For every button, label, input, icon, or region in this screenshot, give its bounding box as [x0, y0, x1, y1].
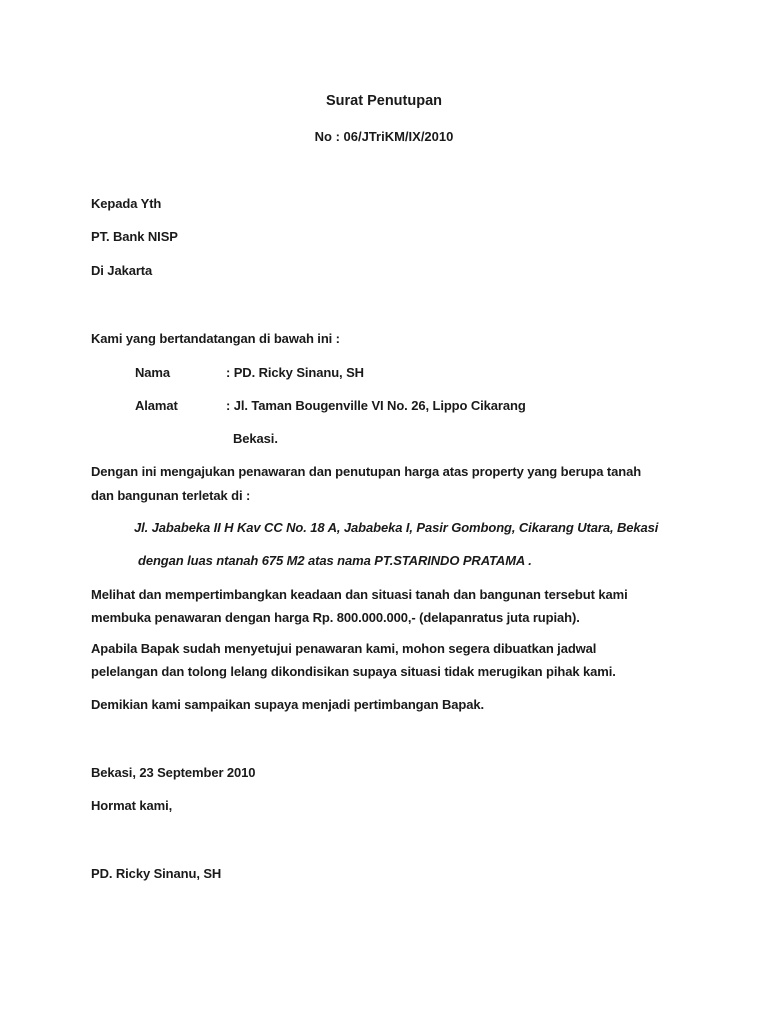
regards: Hormat kami,: [91, 798, 173, 813]
recipient-company: PT. Bank NISP: [91, 229, 178, 244]
property-address: Jl. Jababeka II H Kav CC No. 18 A, Jababeka I, Pasir Gombong, Cikarang Utara, Bekasi: [134, 520, 659, 535]
letter-number: No : 06/JTriKM/IX/2010: [314, 129, 454, 144]
address-label: Alamat: [135, 398, 178, 413]
address-value: : Jl. Taman Bougenville VI No. 26, Lippo Cikarang: [226, 398, 526, 413]
place-date: Bekasi, 23 September 2010: [91, 765, 256, 780]
signatory-name: PD. Ricky Sinanu, SH: [91, 866, 222, 881]
property-details: dengan luas ntanah 675 M2 atas nama PT.STARINDO PRATAMA .: [138, 553, 532, 568]
paragraph-closing: Demikian kami sampaikan supaya menjadi pertimbangan Bapak.: [91, 697, 485, 712]
intro-text: Kami yang bertandatangan di bawah ini :: [91, 331, 340, 346]
name-label: Nama: [135, 365, 171, 380]
paragraph-offer-line-1: Dengan ini mengajukan penawaran dan penutupan harga atas property yang berupa tanah: [91, 464, 642, 479]
paragraph-request-line-2: pelelangan dan tolong lelang dikondisikan supaya situasi tidak merugikan pihak kami.: [91, 664, 616, 679]
address-value-continued: Bekasi.: [233, 431, 278, 446]
paragraph-request-line-1: Apabila Bapak sudah menyetujui penawaran kami, mohon segera dibuatkan jadwal: [91, 641, 597, 656]
paragraph-price-line-2: membuka penawaran dengan harga Rp. 800.000.000,- (delapanratus juta rupiah).: [91, 610, 580, 625]
recipient-salutation: Kepada Yth: [91, 196, 162, 211]
recipient-location: Di Jakarta: [91, 263, 153, 278]
paragraph-price-line-1: Melihat dan mempertimbangkan keadaan dan situasi tanah dan bangunan tersebut kami: [91, 587, 628, 602]
letter-title: Surat Penutupan: [325, 93, 442, 109]
name-value: : PD. Ricky Sinanu, SH: [226, 365, 364, 380]
paragraph-offer-line-2: dan bangunan terletak di :: [91, 488, 251, 503]
